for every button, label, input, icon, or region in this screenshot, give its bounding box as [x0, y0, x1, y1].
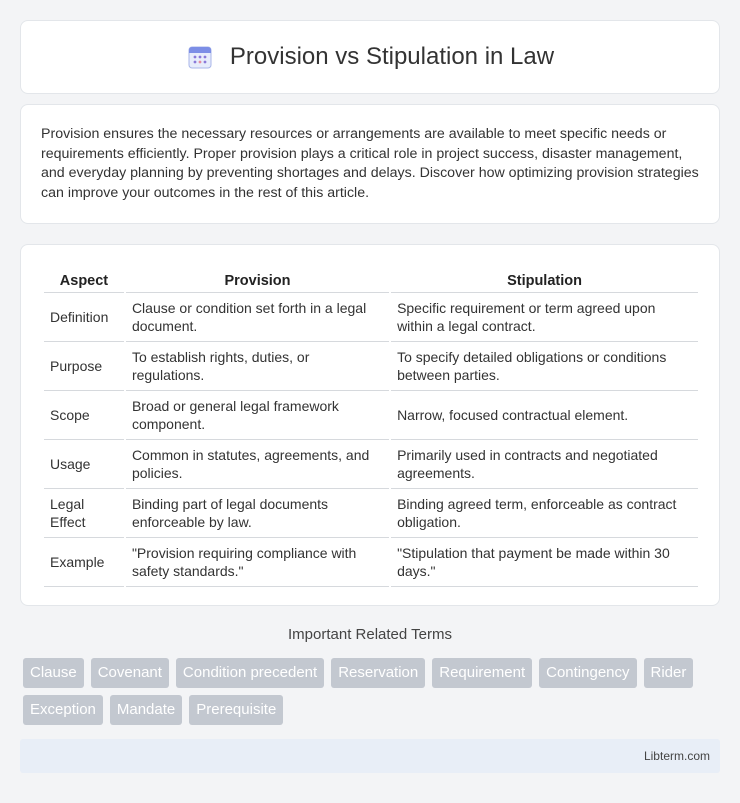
table-row — [44, 293, 698, 342]
table-row — [44, 489, 698, 538]
table-row — [44, 440, 698, 489]
title-wrap — [186, 43, 554, 71]
row-provision: To establish rights, duties, or regulations. — [126, 342, 389, 391]
row-provision: Clause or condition set forth in a legal document. — [126, 293, 389, 342]
row-aspect: Scope — [44, 391, 124, 440]
intro-text: Provision ensures the necessary resources or arrangements are available to meet specific needs or requirements efficiently. Proper provision plays a critical role in project success, disaster management, and everyday planning by preventing shortages and delays. Discover how optimizing provision strategies can improve your outcomes in the rest of this article. — [41, 126, 699, 201]
row-aspect: Legal Effect — [44, 489, 124, 538]
row-stipulation: "Stipulation that payment be made within 30 days." — [391, 538, 698, 587]
row-aspect: Example — [44, 538, 124, 587]
term-tag[interactable]: Covenant — [91, 658, 169, 688]
calendar-icon — [186, 43, 214, 71]
comparison-table-card — [20, 244, 720, 606]
term-tag[interactable]: Reservation — [331, 658, 425, 688]
term-tag[interactable]: Condition precedent — [176, 658, 324, 688]
term-tag[interactable]: Exception — [23, 695, 103, 725]
header-aspect: Aspect — [44, 265, 124, 293]
row-stipulation: Specific requirement or term agreed upon within a legal contract. — [391, 293, 698, 342]
row-stipulation: Binding agreed term, enforceable as contract obligation. — [391, 489, 698, 538]
term-tag[interactable]: Clause — [23, 658, 84, 688]
header-card — [20, 20, 720, 94]
related-terms-list — [23, 658, 723, 725]
table-header-row — [44, 265, 698, 293]
intro-card — [20, 104, 720, 224]
footer — [20, 739, 720, 773]
row-provision: "Provision requiring compliance with safety standards." — [126, 538, 389, 587]
table-row — [44, 391, 698, 440]
term-tag[interactable]: Rider — [644, 658, 694, 688]
comparison-table — [42, 265, 700, 587]
row-provision: Common in statutes, agreements, and policies. — [126, 440, 389, 489]
row-provision: Binding part of legal documents enforceable by law. — [126, 489, 389, 538]
row-aspect: Usage — [44, 440, 124, 489]
footer-site-link[interactable]: Libterm.com — [643, 749, 710, 763]
row-stipulation: Narrow, focused contractual element. — [391, 391, 698, 440]
header-stipulation: Stipulation — [391, 265, 698, 293]
term-tag[interactable]: Prerequisite — [189, 695, 283, 725]
row-stipulation: Primarily used in contracts and negotiated agreements. — [391, 440, 698, 489]
row-aspect: Purpose — [44, 342, 124, 391]
table-row — [44, 342, 698, 391]
related-terms-heading: Important Related Terms — [288, 626, 452, 643]
row-stipulation: To specify detailed obligations or conditions between parties. — [391, 342, 698, 391]
row-provision: Broad or general legal framework component. — [126, 391, 389, 440]
term-tag[interactable]: Requirement — [432, 658, 532, 688]
header-provision: Provision — [126, 265, 389, 293]
term-tag[interactable]: Contingency — [539, 658, 636, 688]
table-row — [44, 538, 698, 587]
page-title: Provision vs Stipulation in Law — [229, 43, 555, 70]
row-aspect: Definition — [44, 293, 124, 342]
term-tag[interactable]: Mandate — [110, 695, 182, 725]
